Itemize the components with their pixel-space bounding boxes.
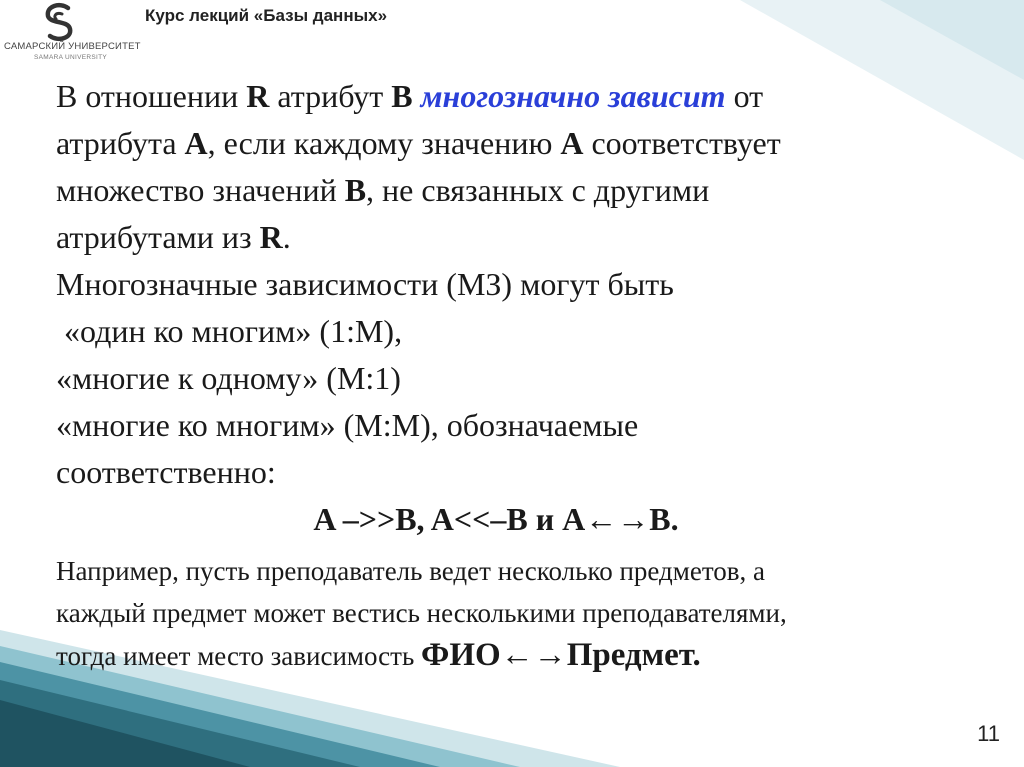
definition-line-1: В отношении R атрибут B многозначно зависит от bbox=[56, 78, 764, 114]
example-line-3: тогда имеет место зависимость ФИО←→Предмет. bbox=[56, 637, 701, 673]
university-name-latin: SAMARA UNIVERSITY bbox=[34, 54, 108, 61]
highlighted-term: многозначно зависит bbox=[420, 78, 726, 114]
mvd-type-many-to-many: «многие ко многим» (M:M), обозначаемые bbox=[56, 407, 639, 443]
mvd-type-one-to-many: «один ко многим» (1:M), bbox=[64, 313, 403, 349]
mvd-notation-formula: A –>>B, A<<–B и A←→B. bbox=[313, 501, 679, 537]
mvd-types-intro: Многозначные зависимости (МЗ) могут быть bbox=[56, 266, 674, 302]
university-name: САМАРСКИЙ УНИВЕРСИТЕТ bbox=[4, 41, 141, 52]
definition-line-3: множество значений B, не связанных с другими bbox=[56, 172, 710, 208]
mvd-types-respectively: соответственно: bbox=[56, 454, 276, 490]
example-line-2: каждый предмет может вестись несколькими преподавателями, bbox=[56, 598, 787, 628]
page-number: 11 bbox=[977, 721, 1000, 746]
definition-line-2: атрибута A, если каждому значению A соответствует bbox=[56, 125, 781, 161]
definition-line-4: атрибутами из R. bbox=[56, 219, 291, 255]
example-text bbox=[56, 550, 996, 677]
definition-text bbox=[56, 73, 996, 543]
university-logo-icon bbox=[40, 2, 78, 42]
mvd-type-many-to-one: «многие к одному» (M:1) bbox=[56, 360, 401, 396]
course-title: Курс лекций «Базы данных» bbox=[145, 6, 388, 25]
example-dependency: ФИО←→Предмет. bbox=[421, 637, 701, 673]
university-logo bbox=[4, 0, 141, 64]
example-line-1: Например, пусть преподаватель ведет несколько предметов, а bbox=[56, 556, 766, 586]
